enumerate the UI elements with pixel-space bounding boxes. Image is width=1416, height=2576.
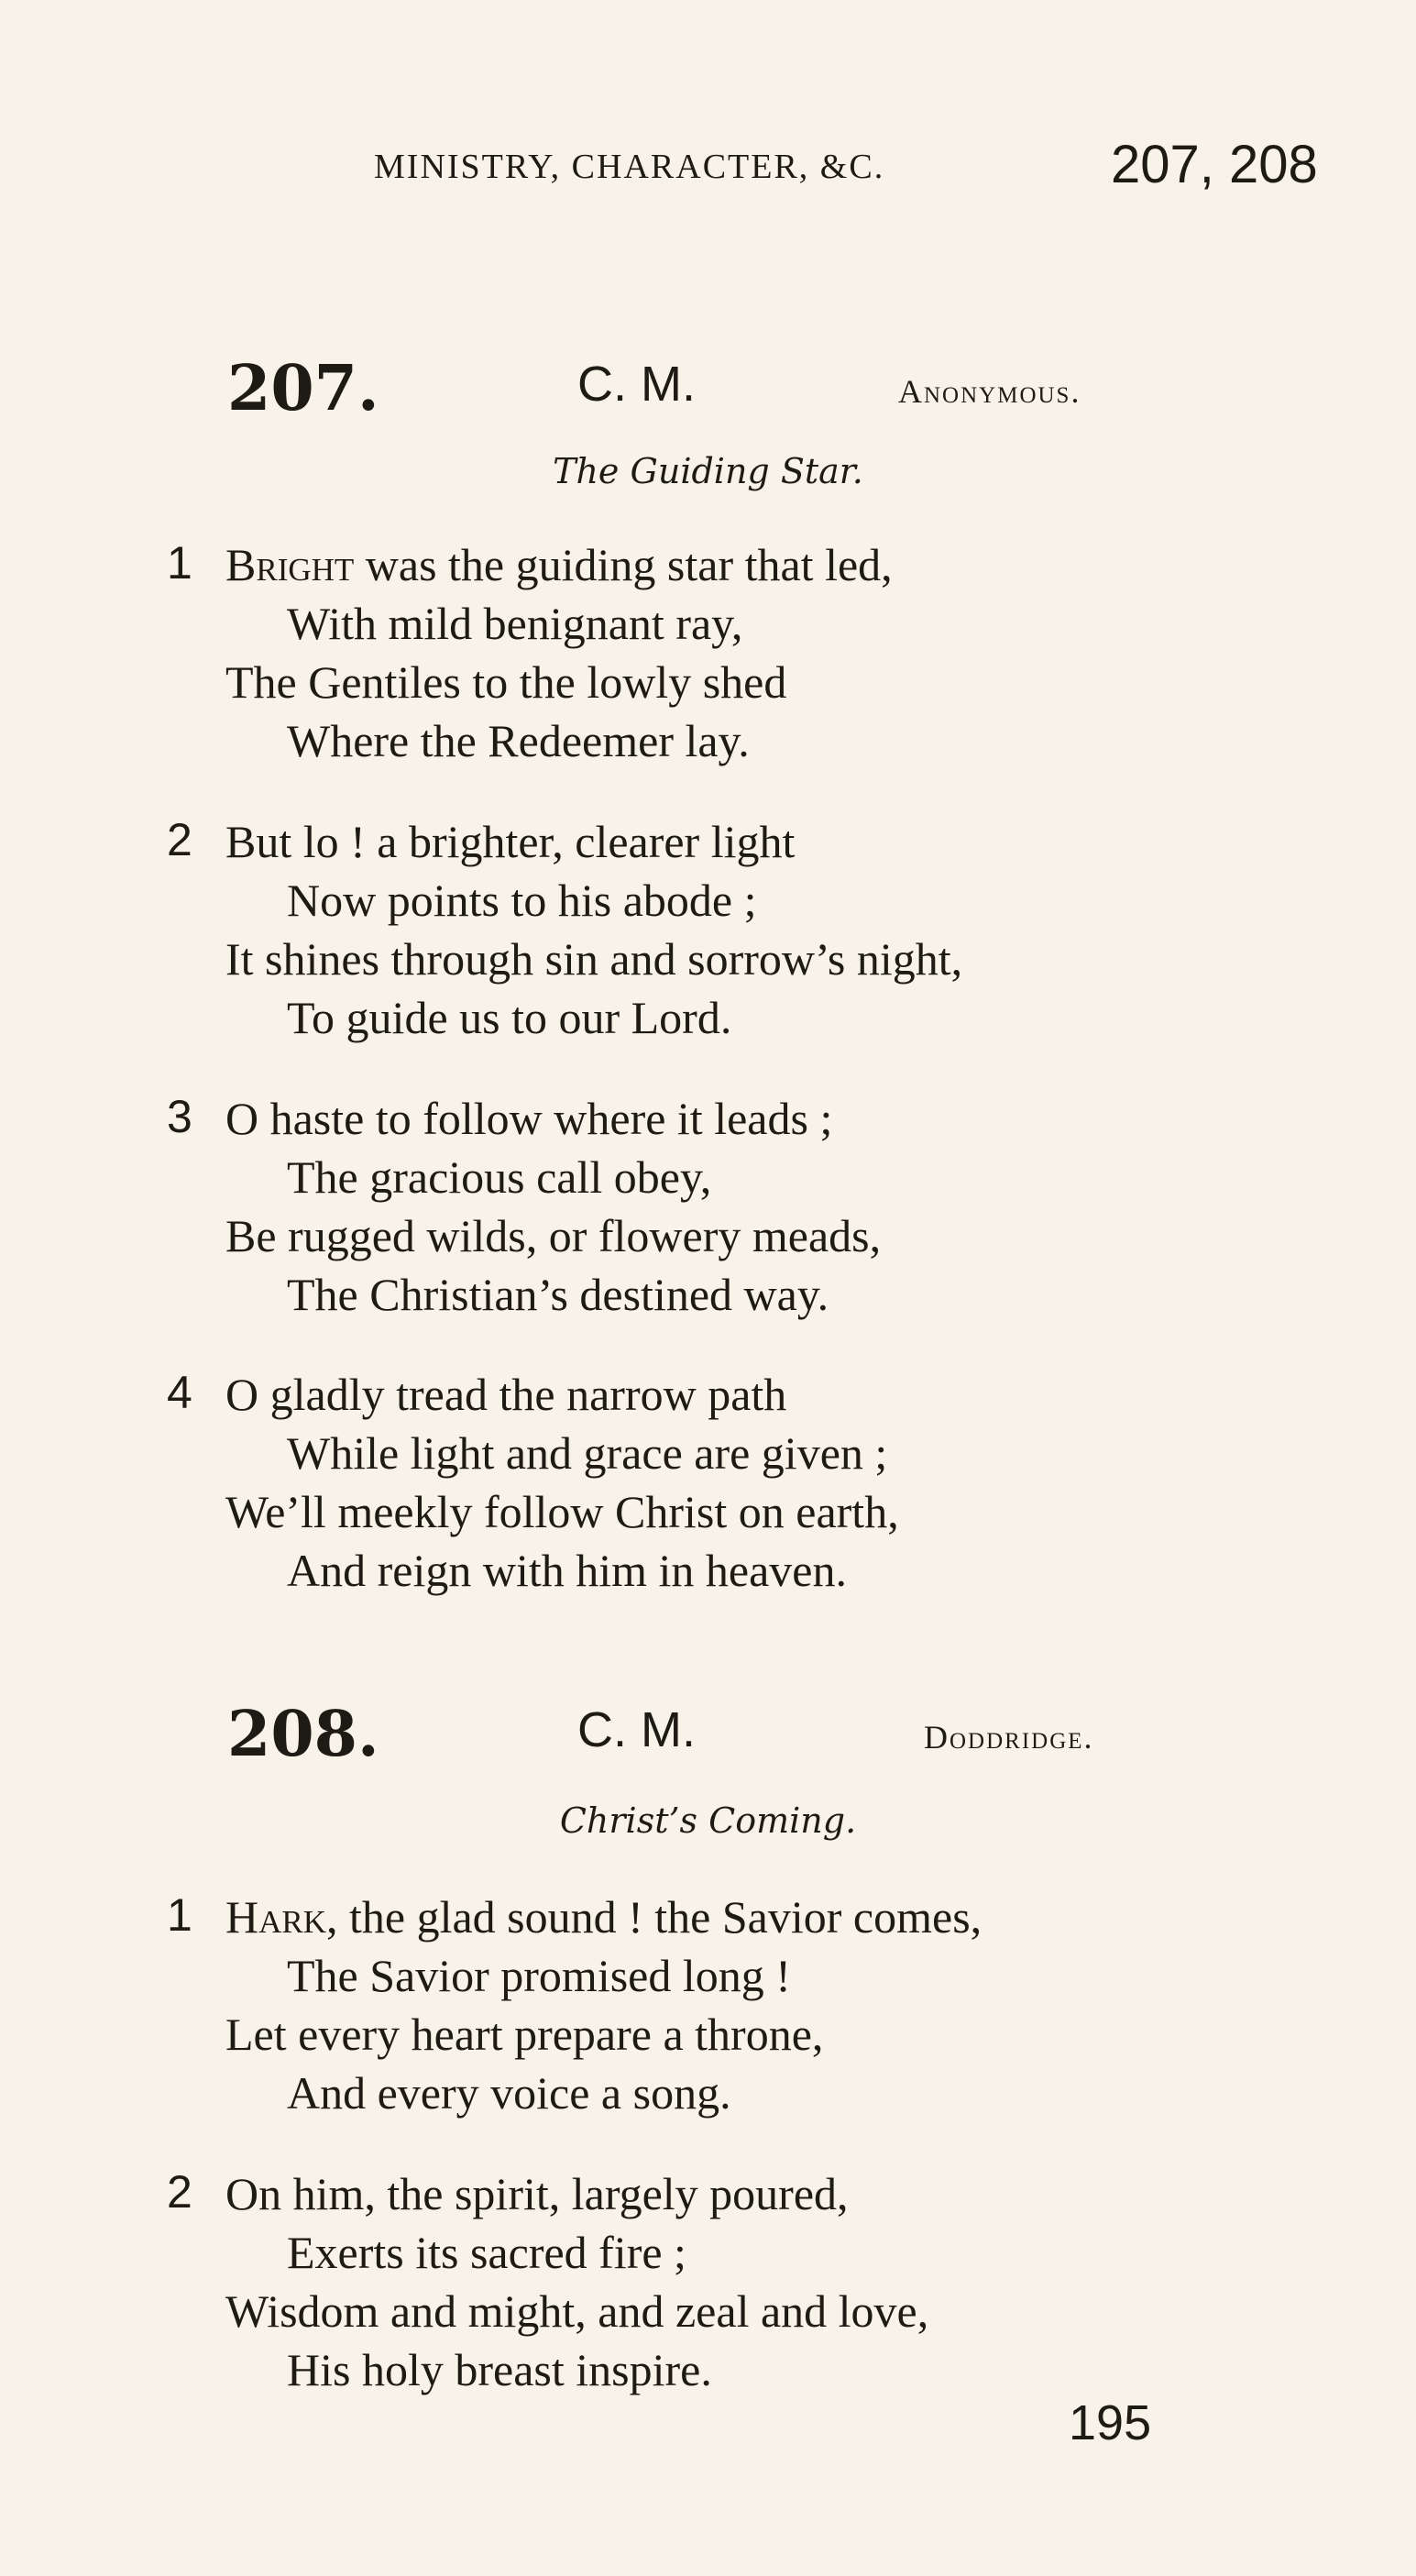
verse-line: With mild benignant ray, xyxy=(287,598,743,649)
verse-line xyxy=(225,1888,982,1945)
verse-line: Be rugged wilds, or flowery meads, xyxy=(225,1210,882,1261)
hymn-number: 207. xyxy=(227,352,379,425)
verse-line-text: , the glad sound ! the Savior comes, xyxy=(326,1891,982,1943)
verse-line: The Savior promised long ! xyxy=(287,1950,791,2001)
verse-line: The Gentiles to the lowly shed xyxy=(225,656,787,708)
verse-line: His holy breast inspire. xyxy=(287,2344,712,2395)
verse-line: On him, the spirit, largely poured, xyxy=(225,2168,849,2219)
running-head-title: MINISTRY, CHARACTER, &C. xyxy=(374,148,885,186)
verse-line: And every voice a song. xyxy=(287,2067,731,2119)
hymn-number: 208. xyxy=(227,1698,379,1771)
verse-number: 1 xyxy=(167,537,192,589)
hymn-meter: C. M. xyxy=(577,1702,696,1757)
verse-initial-word: Hark xyxy=(225,1891,327,1943)
verse-line: O gladly tread the narrow path xyxy=(225,1369,787,1420)
verse-line: Let every heart prepare a throne, xyxy=(225,2009,824,2060)
hymn-author: Doddridge. xyxy=(924,1719,1094,1756)
verse-number: 1 xyxy=(167,1889,192,1941)
hymn-208-header xyxy=(0,1698,1416,1771)
verse-number: 2 xyxy=(167,2166,192,2218)
verse-initial-word: Bright xyxy=(225,539,355,590)
verse-line: It shines through sin and sorrow’s night, xyxy=(225,933,963,985)
verse-line: But lo ! a brighter, clearer light xyxy=(225,816,796,867)
verse-number: 4 xyxy=(167,1367,192,1418)
verse-line: To guide us to our Lord. xyxy=(287,992,732,1043)
verse-line: We’ll meekly follow Christ on earth, xyxy=(225,1486,899,1537)
verse-line xyxy=(225,536,893,593)
verse-line: And reign with him in heaven. xyxy=(287,1545,847,1596)
verse-line: O haste to follow where it leads ; xyxy=(225,1093,833,1144)
hymn-meter: C. M. xyxy=(577,357,696,412)
verse-line: Wisdom and might, and zeal and love, xyxy=(225,2285,929,2337)
verse-line: Exerts its sacred fire ; xyxy=(287,2227,686,2278)
verse-number: 3 xyxy=(167,1091,192,1142)
page-number: 195 xyxy=(1069,2395,1152,2450)
verse-line: While light and grace are given ; xyxy=(287,1427,888,1479)
verse-line: Where the Redeemer lay. xyxy=(287,715,750,766)
hymn-207-header xyxy=(0,352,1416,425)
hymn-subtitle: Christ’s Coming. xyxy=(559,1800,857,1841)
running-head-hymn-numbers: 207, 208 xyxy=(1111,135,1318,194)
hymn-subtitle: The Guiding Star. xyxy=(553,451,863,491)
verse-line: Now points to his abode ; xyxy=(287,875,757,926)
verse-line: The gracious call obey, xyxy=(287,1151,712,1203)
running-head xyxy=(0,134,1416,198)
verse-line-text: was the guiding star that led, xyxy=(354,539,893,590)
hymn-author: Anonymous. xyxy=(898,373,1081,410)
verse-line: The Christian’s destined way. xyxy=(287,1269,829,1320)
verse-number: 2 xyxy=(167,814,192,865)
